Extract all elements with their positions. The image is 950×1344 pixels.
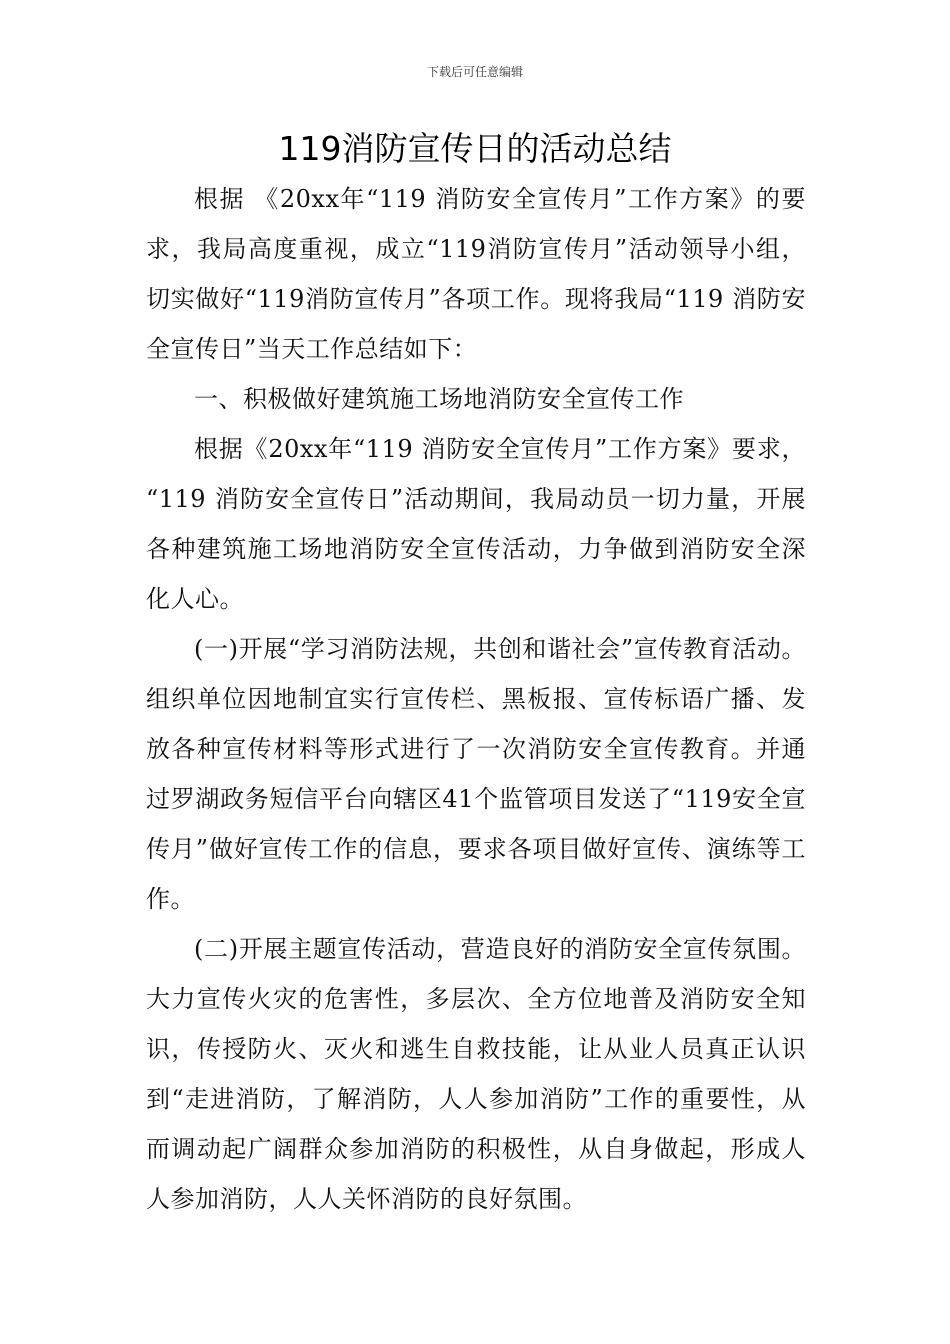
paragraph-item-1: (一)开展“学习消防法规，共创和谐社会”宣传教育活动。组织单位因地制宜实行宣传栏、黑板报、宣传标语广播、发放各种宣传材料等形式进行了一次消防安全宣传教育。并通过罗湖政务短信平台向辖区41个监管项目发送了“119安全宣传月”做好宣传工作的信息，要求各项目做好宣传、演练等工作。: [146, 635, 806, 913]
paragraph-item-2: (二)开展主题宣传活动，营造良好的消防安全宣传氛围。大力宣传火灾的危害性，多层次、全方位地普及消防安全知识，传授防火、灭火和逃生自救技能，让从业人员真正认识到“走进消防，了解消防，人人参加消防”工作的重要性，从而调动起广阔群众参加消防的积极性，从自身做起，形成人人参加消防，人人关怀消防的良好氛围。: [146, 935, 806, 1213]
document-title: 119消防宣传日的活动总结: [278, 129, 672, 168]
document-body: [146, 174, 806, 1224]
header-note: 下载后可任意编辑: [426, 65, 523, 79]
paragraph-intro: 根据 《20xx年“119 消防安全宣传月”工作方案》的要求，我局高度重视，成立“119消防宣传月”活动领导小组，切实做好“119消防宣传月”各项工作。现将我局“119 消防安全宣传日”当天工作总结如下：: [146, 185, 806, 363]
paragraph-section-1: 根据《20xx年“119 消防安全宣传月”工作方案》要求， “119 消防安全宣传日”活动期间，我局动员一切力量，开展各种建筑施工场地消防安全宣传活动，力争做到消防安全深化人心。: [146, 435, 806, 613]
section-heading-1: 一、积极做好建筑施工场地消防安全宣传工作: [194, 385, 684, 413]
